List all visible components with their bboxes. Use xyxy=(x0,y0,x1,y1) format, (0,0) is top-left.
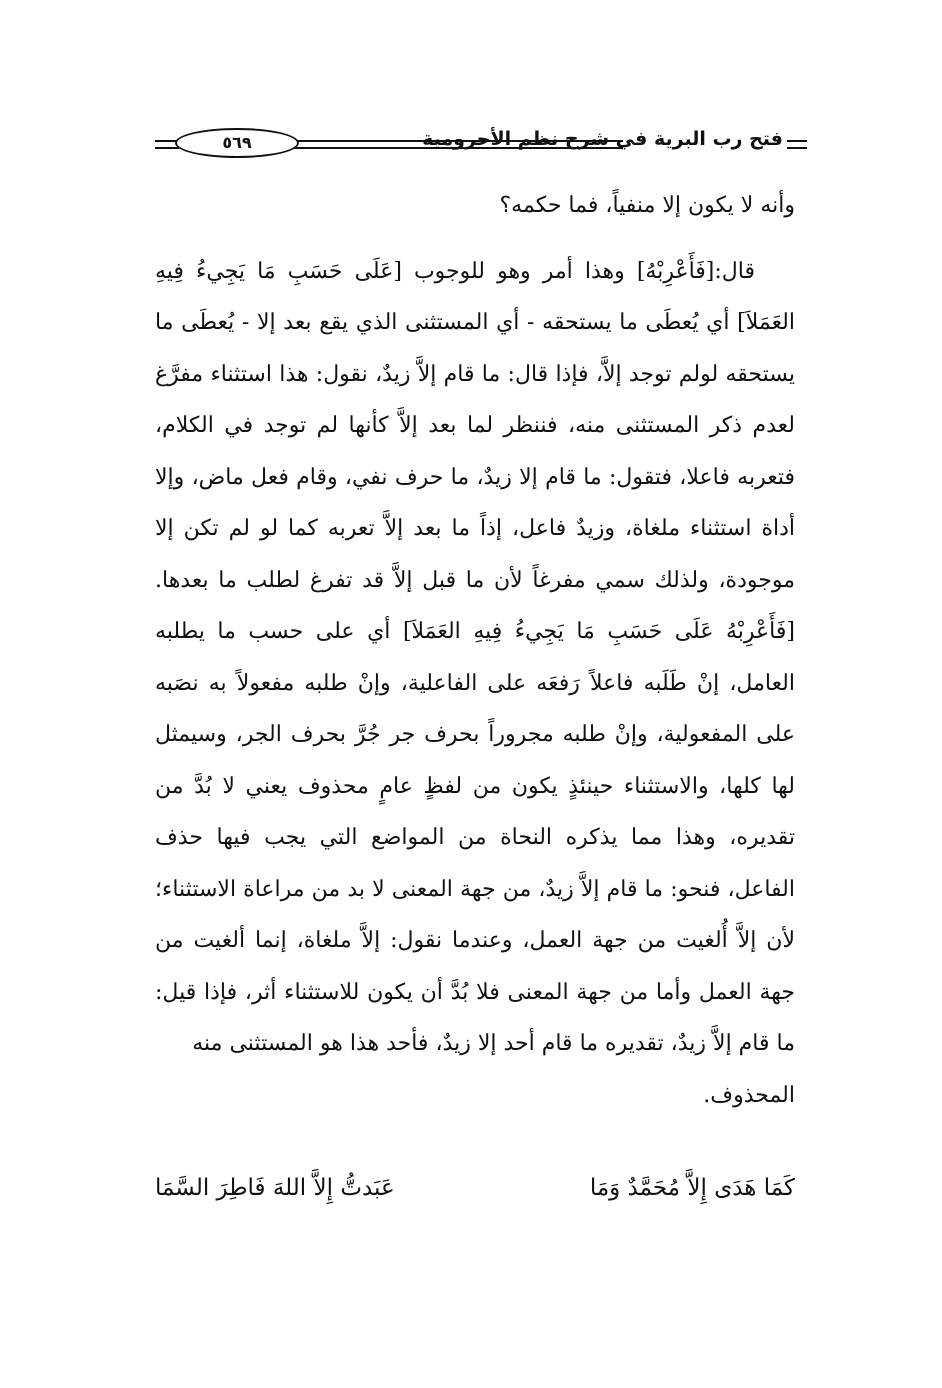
header-double-rule xyxy=(293,140,623,149)
closing-line: المحذوف. xyxy=(703,1082,795,1108)
running-header xyxy=(155,124,807,164)
opening-line: وأنه لا يكون إلا منفياً، فما حكمه؟ xyxy=(499,193,795,218)
poetry-verse xyxy=(155,1175,795,1225)
header-dash-ornament xyxy=(787,140,807,149)
verse-second-hemistich: عَبَدتُّ إِلاَّ اللهَ فَاطِرَ السَّمَا xyxy=(155,1175,395,1201)
book-title: فتح رب البرية في شرح نظم الأجرومية xyxy=(422,128,783,150)
verse-first-hemistich: كَمَا هَدَى إِلاَّ مُحَمَّدٌ وَمَا xyxy=(589,1175,795,1201)
main-paragraph: قال:[فَأَعْرِبْهُ] وهذا أمر وهو للوجوب [عَلَى حَسَبِ مَا يَجِيءُ فِيهِ العَمَلاَ] أي يُعطَى ما يستحقه - أي المستثنى الذي يقع بعد إلا - يُعطَى ما يستحقه لولم توجد إلاَّ، فإذا قال: ما قام إلاَّ زيدٌ، نقول: هذا استثناء مفرَّغ لعدم ذكر المستثنى منه، فننظر لما بعد إلاَّ كأنها لم توجد في الكلام، فتعربه فاعلا، فتقول: ما قام إلا زيدٌ، ما حرف نفي، وقام فعل ماض، وإلا أداة استثناء ملغاة، وزيدٌ فاعل، إذاً ما بعد إلاَّ تعربه كما لو لم تكن إلا موجودة، ولذلك سمي مفرغاً لأن ما قبل إلاَّ قد تفرغ لطلب ما بعدها.[فَأَعْرِبْهُ عَلَى حَسَبِ مَا يَجِيءُ فِيهِ العَمَلاَ] أي على حسب ما يطلبه العامل، إنْ طَلَبه فاعلاً رَفعَه على الفاعلية، وإنْ طلبه مفعولاً به نصَبه على المفعولية، وإنْ طلبه مجروراً بحرف جر جُرَّ بحرف الجر، وسيمثل لها كلها، والاستثناء حينئذٍ يكون من لفظٍ عامٍ محذوف يعني لا بُدَّ من تقديره، وهذا مما يذكره النحاة من المواضع التي يجب فيها حذف الفاعل، فنحو: ما قام إلاَّ زيدٌ، من جهة المعنى لا بد من مراعاة الاستثناء؛ لأن إلاَّ أُلغيت من جهة العمل، وعندما نقول: إلاَّ ملغاة، إنما ألغيت من جهة العمل وأما من جهة المعنى فلا بُدَّ أن يكون للاستثناء أثر، فإذا قيل: ما قام إلاَّ زيدٌ، تقديره ما قام أحد إلا زيدٌ، فأحد هذا هو المستثنى منه xyxy=(155,258,795,1056)
page-number: ٥٦٩ xyxy=(175,128,299,158)
main-text xyxy=(155,180,795,1121)
